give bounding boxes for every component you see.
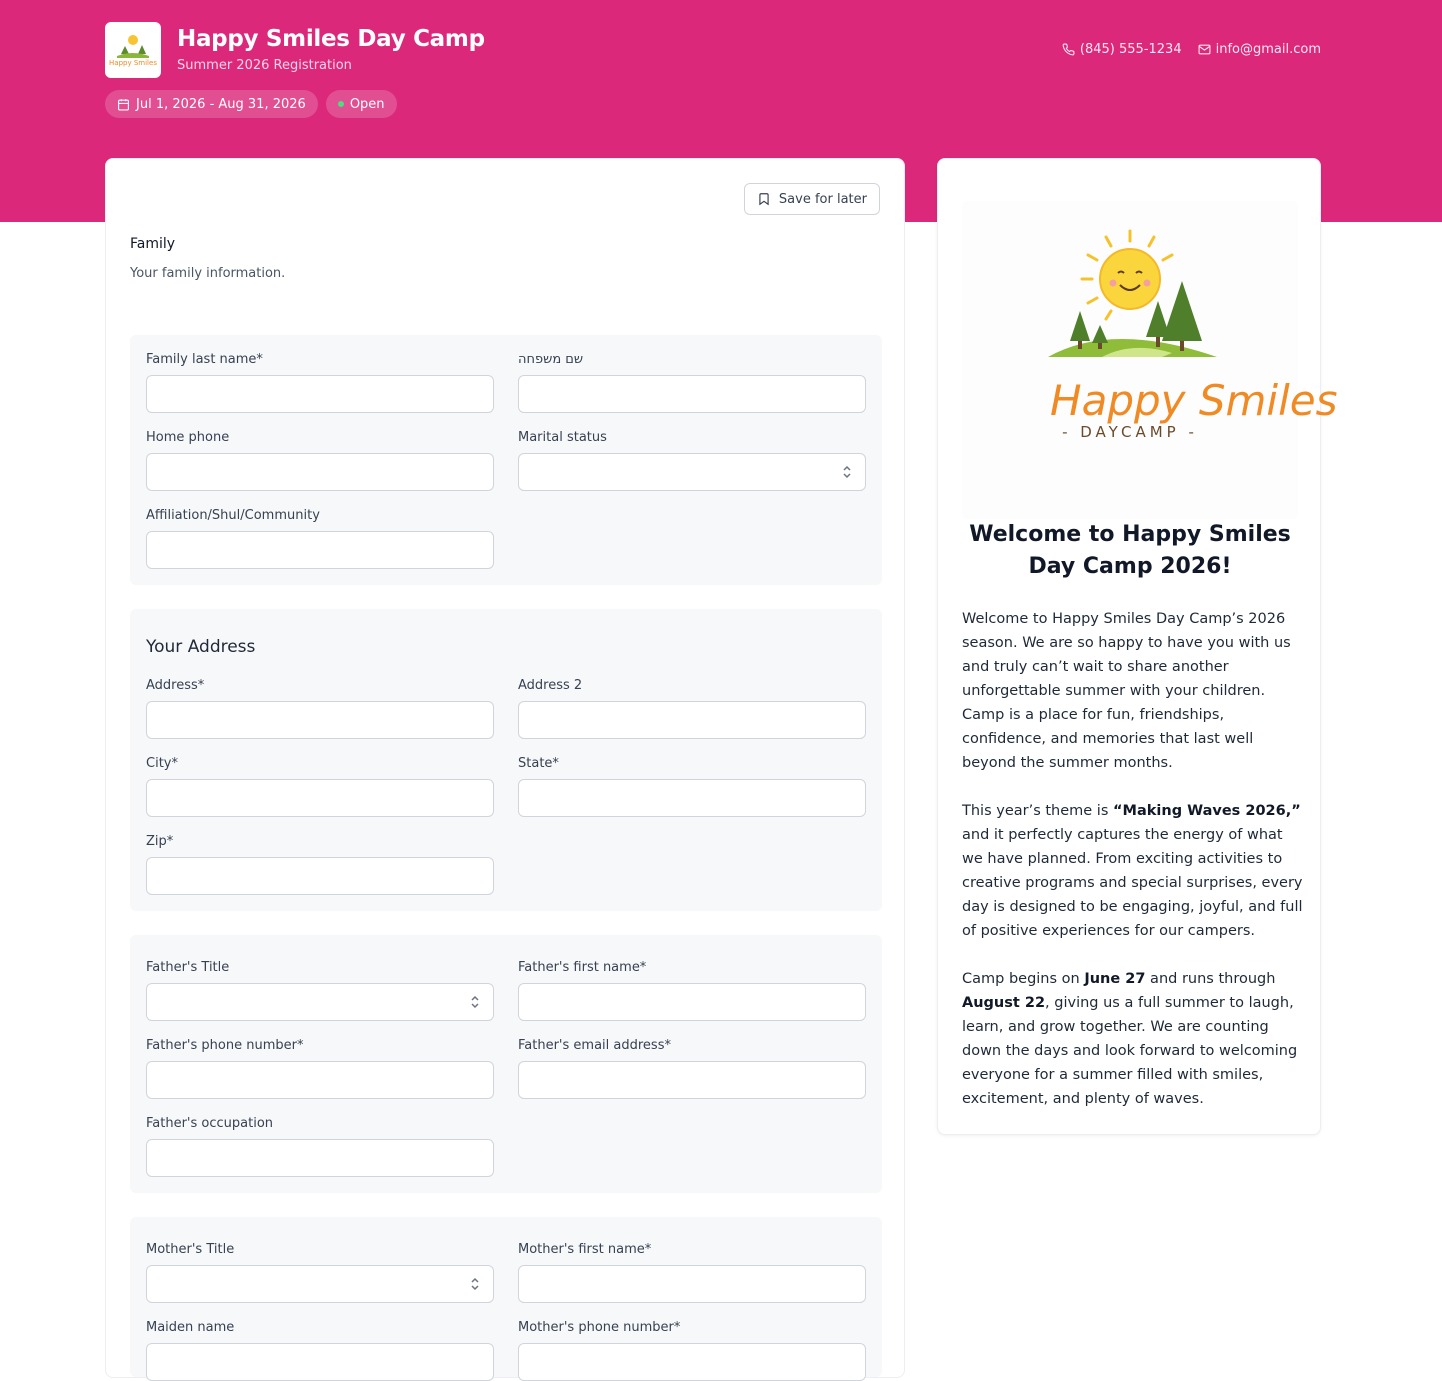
field-label: Mother's Title xyxy=(146,1242,235,1257)
father-email-field xyxy=(518,1037,866,1099)
email-contact[interactable] xyxy=(1198,42,1321,57)
field-label: Father's Title xyxy=(146,960,230,975)
email-text: info@gmail.com xyxy=(1215,42,1321,57)
field-label: שם משפחה xyxy=(518,352,584,367)
address-input[interactable] xyxy=(146,701,494,739)
field-label: Father's email address* xyxy=(518,1038,671,1053)
camp-logo-icon xyxy=(111,28,155,72)
phone-text: (845) 555-1234 xyxy=(1079,42,1182,57)
hebrew-family-name-field xyxy=(518,351,866,413)
field-label: Father's occupation xyxy=(146,1116,274,1131)
family-last-name-input[interactable] xyxy=(146,375,494,413)
zip-input[interactable] xyxy=(146,857,494,895)
logo-text-happy: Happy Smiles xyxy=(1050,376,1338,425)
text-span: Camp begins on xyxy=(962,971,1085,987)
status-badge xyxy=(326,90,397,118)
father-panel xyxy=(130,935,882,1193)
camp-logo-image xyxy=(962,201,1338,519)
zip-field xyxy=(146,833,494,895)
chevron-up-down-icon xyxy=(469,1276,481,1292)
text-span: and it perfectly captures the energy of what we have planned. From exciting activities to creative programs and special surprises, every day is designed to be engaging, joyful, and full of positive experiences for our campers. xyxy=(962,827,1303,939)
section-title: Family xyxy=(130,236,176,252)
city-field xyxy=(146,755,494,817)
mother-phone-field xyxy=(518,1319,866,1381)
mother-panel xyxy=(130,1217,882,1377)
field-label: Father's first name* xyxy=(518,960,647,975)
marital-status-select[interactable] xyxy=(518,453,866,491)
end-date: August 22 xyxy=(962,995,1046,1011)
svg-text:Happy Smiles: Happy Smiles xyxy=(109,59,157,67)
affiliation-field xyxy=(146,507,494,569)
field-label: Address 2 xyxy=(518,678,583,693)
logo-text-daycamp: - DAYCAMP - xyxy=(1062,423,1198,441)
affiliation-input[interactable] xyxy=(146,531,494,569)
save-for-later-label: Save for later xyxy=(778,191,867,207)
address-field xyxy=(146,677,494,739)
field-label: Address* xyxy=(146,678,205,693)
header-chips xyxy=(105,90,397,118)
text-span: , giving us a full summer to laugh, learn, and grow together. We are counting down the days and look forward to welcoming everyone for a summer filled with smiles, excitement, and plenty of waves. xyxy=(962,995,1298,1107)
sun-trees-logo-icon xyxy=(962,201,1338,519)
father-first-name-input[interactable] xyxy=(518,983,866,1021)
field-label: State* xyxy=(518,756,559,771)
field-label: City* xyxy=(146,756,178,771)
field-label: Mother's phone number* xyxy=(518,1320,681,1335)
field-label: Zip* xyxy=(146,834,174,849)
start-date: June 27 xyxy=(1084,971,1146,987)
calendar-icon xyxy=(117,98,130,111)
mother-title-select[interactable] xyxy=(146,1265,494,1303)
phone-contact[interactable] xyxy=(1062,42,1182,57)
welcome-paragraph-3 xyxy=(962,967,1304,1111)
field-label: Maiden name xyxy=(146,1320,235,1335)
welcome-paragraph-1: Welcome to Happy Smiles Day Camp’s 2026 season. We are so happy to have you with us and truly can’t wait to share another unforgettable summer with your children. Camp is a place for fun, friendships, confidence, and memories that last well beyond the summer months. xyxy=(962,611,1291,771)
field-label: Mother's first name* xyxy=(518,1242,652,1257)
chevron-up-down-icon xyxy=(469,994,481,1010)
theme-name: “Making Waves 2026,” xyxy=(1113,803,1301,819)
mother-first-name-field xyxy=(518,1241,866,1303)
maiden-name-field xyxy=(146,1319,494,1381)
status-dot-icon xyxy=(338,101,344,107)
field-label: Father's phone number* xyxy=(146,1038,304,1053)
mother-title-field xyxy=(146,1241,494,1303)
address2-field xyxy=(518,677,866,739)
bookmark-icon xyxy=(757,192,771,206)
status-text: Open xyxy=(349,96,385,112)
state-input[interactable] xyxy=(518,779,866,817)
welcome-heading: Welcome to Happy Smiles Day Camp 2026! xyxy=(969,522,1291,579)
field-label: Home phone xyxy=(146,430,230,445)
father-phone-input[interactable] xyxy=(146,1061,494,1099)
field-label: Affiliation/Shul/Community xyxy=(146,508,320,523)
father-title-select[interactable] xyxy=(146,983,494,1021)
home-phone-field xyxy=(146,429,494,491)
mail-icon xyxy=(1198,43,1211,56)
section-description: Your family information. xyxy=(130,266,286,281)
field-label: Marital status xyxy=(518,430,607,445)
father-first-name-field xyxy=(518,959,866,1021)
camp-title: Happy Smiles Day Camp xyxy=(177,26,485,52)
home-phone-input[interactable] xyxy=(146,453,494,491)
address-panel xyxy=(130,609,882,911)
phone-icon xyxy=(1062,43,1075,56)
contact-info xyxy=(1062,42,1321,57)
chevron-up-down-icon xyxy=(841,464,853,480)
city-input[interactable] xyxy=(146,779,494,817)
family-panel xyxy=(130,335,882,585)
father-occupation-field xyxy=(146,1115,494,1177)
maiden-name-input[interactable] xyxy=(146,1343,494,1381)
date-range-badge xyxy=(105,90,318,118)
father-occupation-input[interactable] xyxy=(146,1139,494,1177)
father-email-input[interactable] xyxy=(518,1061,866,1099)
marital-status-field xyxy=(518,429,866,491)
mother-phone-input[interactable] xyxy=(518,1343,866,1381)
text-span: This year’s theme is xyxy=(962,803,1114,819)
mother-first-name-input[interactable] xyxy=(518,1265,866,1303)
field-label: Family last name* xyxy=(146,352,263,367)
registration-subtitle: Summer 2026 Registration xyxy=(177,58,352,73)
family-last-name-field xyxy=(146,351,494,413)
save-for-later-button[interactable] xyxy=(744,183,880,215)
father-phone-field xyxy=(146,1037,494,1099)
date-range-text: Jul 1, 2026 - Aug 31, 2026 xyxy=(136,96,306,112)
address2-input[interactable] xyxy=(518,701,866,739)
text-span: and runs through xyxy=(1145,971,1276,987)
father-title-field xyxy=(146,959,494,1021)
state-field xyxy=(518,755,866,817)
welcome-body xyxy=(962,607,1304,1135)
welcome-paragraph-2 xyxy=(962,799,1304,943)
camp-logo-thumbnail xyxy=(105,22,161,78)
address-heading: Your Address xyxy=(146,637,256,657)
welcome-card xyxy=(937,158,1338,1135)
hebrew-family-name-input[interactable] xyxy=(518,375,866,413)
registration-form-card xyxy=(105,158,905,1378)
